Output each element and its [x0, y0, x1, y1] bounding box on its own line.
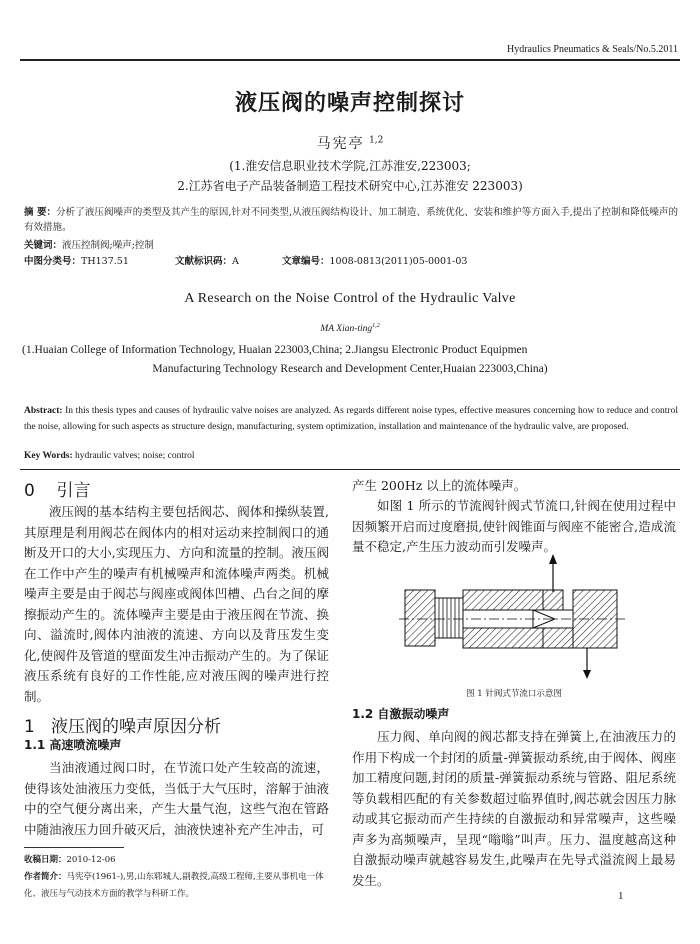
section-1-number: 1	[24, 717, 35, 737]
affiliation-en-2: Manufacturing Technology Research and Development Center,Huaian 223003,China)	[152, 363, 548, 375]
author-cn-sup: 1,2	[369, 135, 384, 146]
footnote-author-text: 马宪亭(1961-),男,山东郓城人,副教授,高级工程师,主要从事机电一体化、液压与气动技术方面的教学与科研工作。	[24, 872, 324, 899]
section-0-paragraph: 液压阀的基本结构主要包括阀芯、阀体和操纵装置,其原理是利用阀芯在阀体内的相对运动来控制阀口的通断及开口的大小,实现压力、方向和流量的控制。液压阀在工作中产生的噪声有机械噪声和流体噪声两类。机械噪声主要是由于阀芯与阀座或阀体凹槽、凸台之间的摩擦振动产生的。流体噪声主要是由于液压阀在节流、换向、溢流时,阀体内油液的流速、方向以及背压发生变化,使阀件及管道的壁面发生冲击振动产生的。为了保证液压系统有良好的工作性能,应对液压阀的噪声进行控制。	[24, 504, 329, 704]
section-0-title: 引言	[56, 481, 91, 501]
footnote-date	[24, 852, 329, 869]
abstract-cn-text: 分析了液压阀噪声的类型及其产生的原因,针对不同类型,从液压阀结构设计、加工制造、系统优化、安装和维护等方面入手,提出了控制和降低噪声的有效措施。	[24, 207, 679, 233]
keywords-en-label: Key Words:	[24, 451, 73, 461]
keywords-en	[24, 451, 195, 461]
needle-valve-figure	[395, 552, 635, 680]
right-section-1-2	[352, 705, 676, 891]
doc-label: 文献标识码：	[175, 256, 233, 267]
section-1-1-paragraph: 当油液通过阀口时，在节流口处产生较高的流速，使得该处油液压力变低，当低于大气压时，溶解于油液中的空气便分离出来，产生大量气泡，这些气泡在管路中随油液压力回升破灭后，油液快速补充产生冲击，可	[24, 760, 329, 837]
section-1-heading	[24, 712, 329, 736]
affiliation-en-1: (1.Huaian College of Information Technology, Huaian 223003,China; 2.Jiangsu Electronic Product Equipmen	[22, 344, 528, 356]
author-cn	[0, 133, 700, 153]
author-en-name: MA Xian-ting	[320, 324, 373, 335]
article-label: 文章编号：	[282, 256, 330, 267]
body-rule	[20, 469, 680, 470]
abstract-cn-label: 摘 要：	[24, 207, 57, 218]
page-number: 1	[618, 890, 624, 902]
doc-value: A	[232, 256, 239, 267]
footnote-date-label: 收稿日期：	[24, 855, 67, 865]
figure-1-caption: 图 1 针阀式节流口示意图	[466, 689, 562, 699]
footnote-author	[24, 869, 329, 903]
left-column	[24, 476, 329, 840]
section-1-2-heading: 1.2 自激振动噪声	[352, 707, 450, 721]
journal-header: Hydraulics Pneumatics & Seals/No.5.2011	[507, 44, 678, 55]
keywords-cn-text: 液压控制阀;噪声;控制	[62, 240, 154, 251]
affiliation-cn-1: (1.淮安信息职业技术学院,江苏淮安,223003;	[229, 159, 471, 173]
footnote-date-value: 2010-12-06	[66, 855, 116, 865]
clc-value: TH137.51	[81, 256, 129, 267]
author-en-sup: 1,2	[372, 323, 380, 329]
right-para-2-wrap	[352, 496, 676, 558]
classification-clc	[24, 254, 129, 269]
section-1-1-heading: 1.1 高速喷流噪声	[24, 738, 122, 752]
section-0-heading	[24, 476, 329, 502]
footnote	[24, 852, 329, 903]
classification-doc	[175, 254, 239, 269]
author-en	[0, 323, 700, 334]
keywords-cn-label: 关键词：	[24, 240, 63, 251]
section-0-number: 0	[24, 481, 35, 501]
abstract-en-label: Abstract:	[24, 406, 63, 416]
paper-title-en: A Research on the Noise Control of the Hydraulic Valve	[184, 291, 516, 306]
article-value: 1008-0813(2011)05-0001-03	[329, 256, 468, 267]
abstract-en-text: In this thesis types and causes of hydraulic valve noises are analyzed. As regards different noise types, effective measures concerning how to reduce and control the noise, allowing for such aspects as structure design, manufacturing, system optimization, installation and maintenance of the hydraulic valve, are proposed.	[24, 406, 678, 432]
paper-title-cn: 液压阀的噪声控制探讨	[234, 91, 465, 116]
classification-article	[282, 254, 467, 269]
abstract-cn	[24, 205, 678, 235]
clc-label: 中图分类号：	[24, 256, 82, 267]
keywords-cn	[24, 238, 154, 253]
section-1-title: 液压阀的噪声原因分析	[51, 717, 222, 737]
right-para-2: 如图 1 所示的节流阀针阀式节流口,针阀在使用过程中因频繁开启而过度磨损,使针阀锥面与阀座不能密合,造成流量不稳定,产生压力波动而引发噪声。	[352, 498, 676, 554]
footnote-author-label: 作者简介：	[24, 872, 67, 882]
abstract-en	[24, 403, 678, 435]
right-para-1: 产生 200Hz 以上的流体噪声。	[352, 478, 527, 493]
author-cn-name: 马宪亭	[316, 136, 365, 152]
footnote-rule	[24, 847, 124, 848]
affiliation-cn-2: 2.江苏省电子产品装备制造工程技术研究中心,江苏淮安 223003)	[177, 179, 523, 193]
keywords-en-text: hydraulic valves; noise; control	[72, 451, 195, 461]
header-rule	[20, 59, 680, 61]
section-1-2-paragraph: 压力阀、单向阀的阀芯都支持在弹簧上,在油液压力的作用下构成一个封闭的质量-弹簧振动系统,由于阀体、阀座加工精度问题,封闭的质量-弹簧振动系统与管路、阻尼系统等负载相匹配的有关参数超过临界值时,阀芯就会因压力脉动或其它振动而产生持续的自激振动和异常噪声，这些噪声多为高频噪声，呈现“嗡嗡”叫声。压力、温度越高这种自激振动噪声就越容易发生,此噪声在先导式溢流阀上最易发生。	[352, 729, 676, 888]
